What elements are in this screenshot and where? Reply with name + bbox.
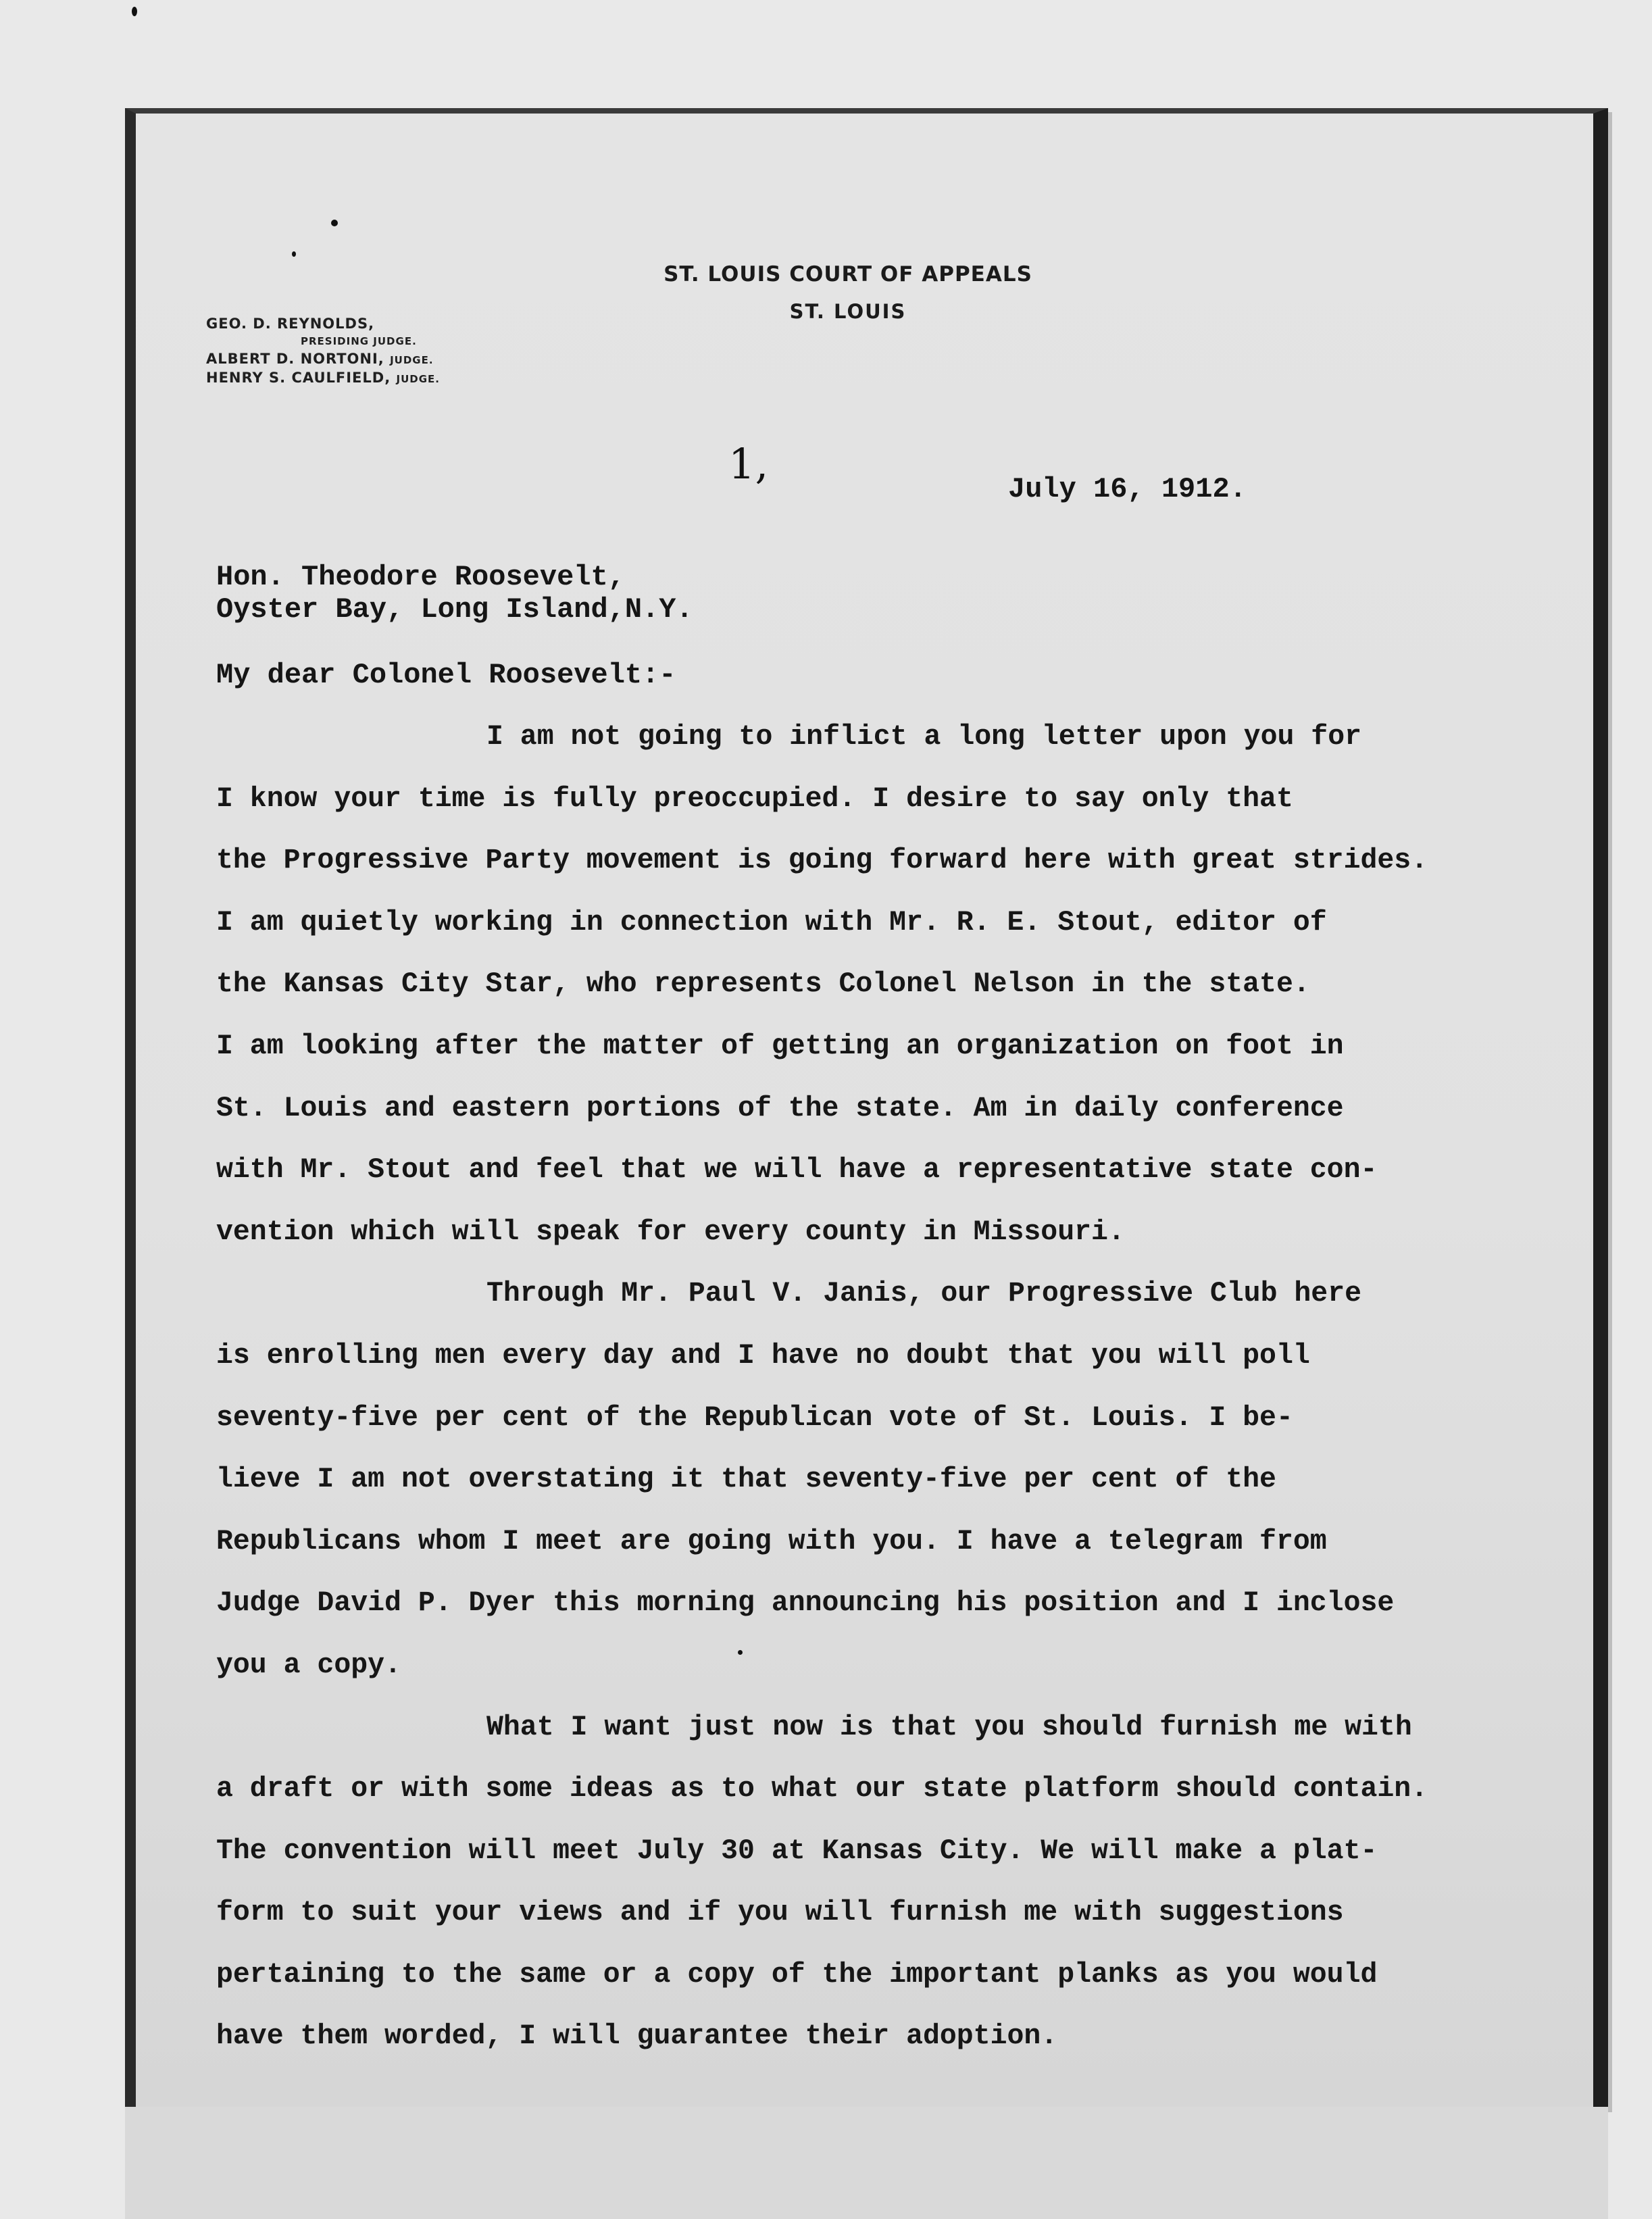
- letterhead-city: ST. LOUIS: [789, 300, 907, 323]
- body-line: Judge David P. Dyer this morning announcing his position and I inclose: [216, 1587, 1395, 1620]
- page-number: 1,: [728, 439, 769, 489]
- page-bottom-margin: [125, 2107, 1608, 2219]
- judges-list: [206, 315, 440, 388]
- body-line: you a copy.: [216, 1649, 401, 1681]
- film-speck: [331, 220, 338, 226]
- judge-entry: [206, 350, 440, 369]
- judge-title: JUDGE.: [390, 354, 434, 366]
- body-line: I am quietly working in connection with Mr. R. E. Stout, editor of: [216, 906, 1327, 939]
- judge-name: HENRY S. CAULFIELD,: [206, 370, 391, 386]
- body-line: with Mr. Stout and feel that we will have a representative state con-: [216, 1154, 1378, 1187]
- letter-date: July 16, 1912.: [1008, 473, 1247, 505]
- body-line: I am not going to inflict a long letter upon you for: [486, 721, 1362, 753]
- salutation: My dear Colonel Roosevelt:-: [216, 659, 676, 691]
- address-line: Hon. Theodore Roosevelt,: [216, 561, 625, 593]
- film-speck: [738, 1650, 743, 1655]
- body-line: I am looking after the matter of getting an organization on foot in: [216, 1030, 1344, 1062]
- body-line: have them worded, I will guarantee their adoption.: [216, 2020, 1058, 2053]
- body-line: What I want just now is that you should furnish me with: [486, 1711, 1412, 1743]
- body-line: Republicans whom I meet are going with you. I have a telegram from: [216, 1525, 1327, 1557]
- letter-body: [216, 720, 1541, 2082]
- body-line: I know your time is fully preoccupied. I desire to say only that: [216, 782, 1293, 815]
- body-line: Through Mr. Paul V. Janis, our Progressive Club here: [486, 1278, 1362, 1310]
- body-line: the Progressive Party movement is going forward here with great strides.: [216, 845, 1428, 877]
- film-speck: [132, 7, 137, 16]
- film-speck: [292, 251, 296, 257]
- address-line: Oyster Bay, Long Island,N.Y.: [216, 593, 693, 626]
- judge-name: ALBERT D. NORTONI,: [206, 351, 384, 367]
- body-line: The convention will meet July 30 at Kansas City. We will make a plat-: [216, 1835, 1378, 1867]
- body-line: vention which will speak for every county in Missouri.: [216, 1216, 1125, 1248]
- judge-entry: [206, 315, 440, 332]
- judge-name: GEO. D. REYNOLDS,: [206, 316, 375, 332]
- judge-title: JUDGE.: [396, 373, 440, 385]
- body-line: is enrolling men every day and I have no doubt that you will poll: [216, 1339, 1310, 1372]
- judge-entry: [206, 369, 440, 388]
- body-line: pertaining to the same or a copy of the important planks as you would: [216, 1958, 1378, 1991]
- body-line: seventy-five per cent of the Republican vote of St. Louis. I be-: [216, 1401, 1293, 1434]
- letterhead-court-name: ST. LOUIS COURT OF APPEALS: [664, 262, 1032, 286]
- body-line: St. Louis and eastern portions of the state. Am in daily conference: [216, 1092, 1344, 1124]
- judge-title-line: [206, 332, 440, 350]
- recipient-address: [216, 561, 693, 626]
- body-line: form to suit your views and if you will furnish me with suggestions: [216, 1897, 1344, 1929]
- body-line: the Kansas City Star, who represents Colonel Nelson in the state.: [216, 968, 1310, 1001]
- body-line: a draft or with some ideas as to what our state platform should contain.: [216, 1773, 1428, 1805]
- judge-title: PRESIDING JUDGE.: [301, 335, 417, 347]
- body-line: lieve I am not overstating it that seventy-five per cent of the: [216, 1464, 1276, 1496]
